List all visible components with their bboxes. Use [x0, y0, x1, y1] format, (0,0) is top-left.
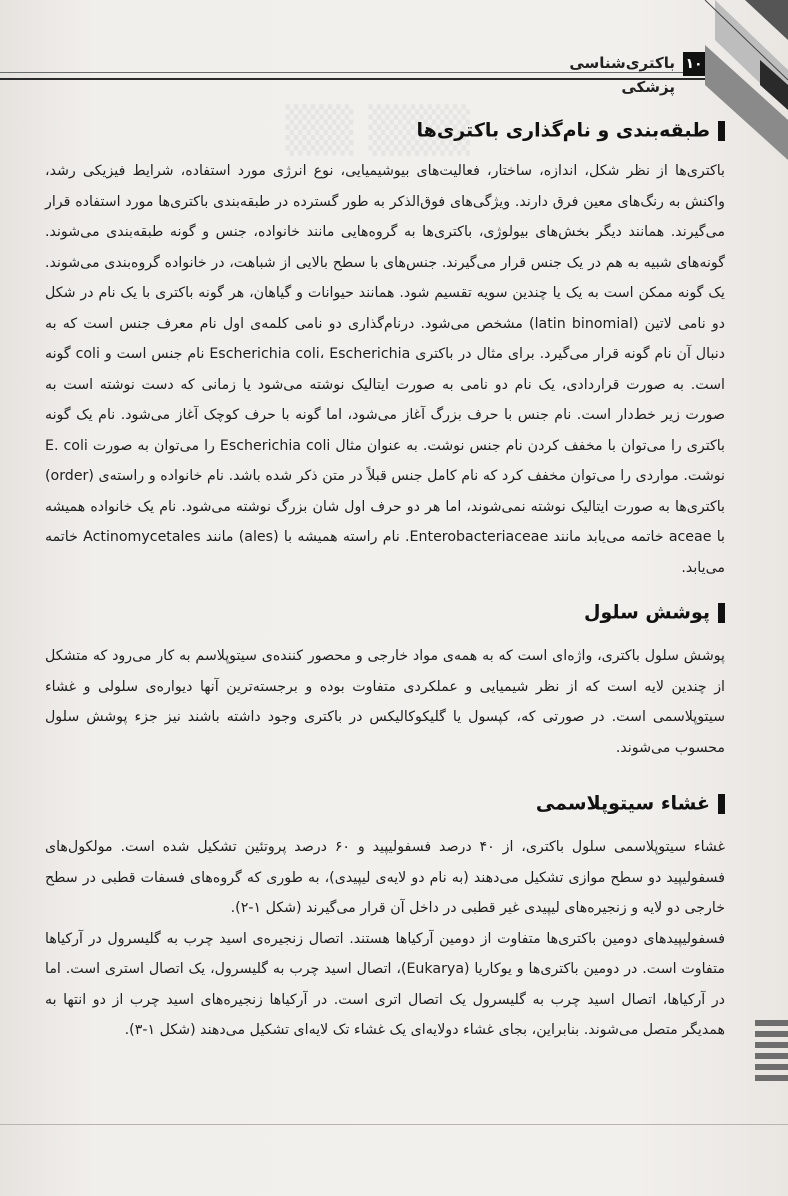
section-body-classification [45, 156, 725, 583]
heading-text: طبقه‌بندی و نام‌گذاری باکتری‌ها [416, 119, 710, 142]
heading-text: غشاء سیتوپلاسمی [535, 792, 710, 815]
heading-text: پوشش سلول [583, 601, 710, 624]
heading-bar-icon [718, 121, 725, 141]
paragraph: پوشش سلول باکتری، واژه‌ای است که به همه‌ی مواد خارجی و محصور کننده‌ی سیتوپلاسم به کار می‌رود که متشکل از چندین لایه است که از نظر شیمیایی و عملکردی متفاوت بوده و برجسته‌ترین آنها دیواره‌ی سلولی و غشاء سیتوپلاسمی است. در صورتی که، کپسول یا گلیکوکالیکس در باکتری وجود داشته باشند نیز جزء پوشش سلول محسوب می‌شوند. [45, 648, 725, 756]
section-body-cytoplasmic-membrane [45, 832, 725, 1046]
side-index-bars [755, 1020, 788, 1092]
svg-text:▒▒▒ ▒▒: ▒▒▒ ▒▒ [285, 105, 470, 156]
section-heading-cell-envelope [400, 598, 725, 626]
heading-bar-icon [718, 603, 725, 623]
section-heading-cytoplasmic-membrane [400, 789, 725, 817]
section-heading-classification [300, 116, 725, 144]
running-title: باکتری‌شناسی پزشکی [569, 54, 675, 96]
paragraph: باکتری‌ها از نظر شکل، اندازه، ساختار، فعالیت‌های بیوشیمیایی، نوع انرژی مورد استفاده، شرایط فیزیکی رشد، واکنش به رنگ‌های معین فرق دارند. ویژگی‌های فوق‌الذکر به طور گسترده در طبقه‌بندی باکتری‌ها مورد استفاده قرار می‌گیرند. همانند دیگر بخش‌های بیولوژی، باکتری‌ها به گروه‌هایی مانند خانواده، جنس و گونه طبقه‌بندی می‌شوند. گونه‌های شبیه به هم در یک جنس قرار می‌گیرند. جنس‌های با سطح بالایی از شباهت، در خانواده گروه‌بندی می‌شوند. یک گونه ممکن است به یک یا چندین سویه تقسیم شود. همانند حیوانات و گیاهان، هر گونه باکتری با یک نام در شکل دو نامی لاتین (latin binomial) مشخص می‌شود. درنام‌گذاری دو نامی کلمه‌ی اول نام معرف جنس است که به دنبال آن نام گونه قرار می‌گیرد. برای مثال در باکتری Escherichia coli، Escherichia نام جنس است و coli گونه است. به صورت قراردادی، یک نام دو نامی به صورت ایتالیک نوشته می‌شود یا زمانی که دست نوشته است به صورت زیر خط‌دار است. نام جنس با حرف بزرگ آغاز می‌شود، اما گونه با حرف کوچک آغاز می‌شود. نام یک گونه باکتری را می‌توان با مخفف کردن نام جنس نوشت. به عنوان مثال Escherichia coli را می‌توان به صورت E. coli نوشت. مواردی را می‌توان مخفف کرد که نام کامل جنس قبلاً در متن ذکر شده باشد. نام خانواده و راسته‌ی (order) باکتری‌ها به صورت ایتالیک نوشته نمی‌شوند، اما هر دو حرف اول شان بزرگ نوشته می‌شود. نام یک خانواده همیشه با aceae خاتمه می‌یابد مانند Enterobacteriaceae. نام راسته همیشه با (ales) مانند Actinomycetales خاتمه می‌یابد. [45, 163, 726, 576]
paragraph: فسفولیپیدهای دومین باکتری‌ها متفاوت از دومین آرکیاها هستند. اتصال زنجیره‌ی اسید چرب به گلیسرول در آرکیاها متفاوت است. در دومین باکتری‌ها و یوکاریا (Eukarya)، اتصال اسید چرب به گلیسرول، یک اتصال استری است. اما در آرکیاها، اتصال اسید چرب به گلیسرول یک اتصال اتری است. در آرکیاها زنجیره‌های اسید چرب از دو انتها به همدیگر متصل می‌شوند. بنابراین، بجای غشاء دولایه‌ای یک غشاء تک لایه‌ای تشکیل می‌دهند (شکل ۱-۳). [45, 930, 725, 1038]
heading-bar-icon [718, 794, 725, 814]
page-bottom-edge [0, 1124, 788, 1125]
section-body-cell-envelope [45, 641, 725, 763]
header-rule [0, 78, 705, 80]
paragraph: غشاء سیتوپلاسمی سلول باکتری، از ۴۰ درصد فسفولیپید و ۶۰ درصد پروتئین تشکیل شده است. مولکول‌های فسفولیپید دو سطح موازی تشکیل می‌دهند (به نام دو لایه‌ی لیپیدی)، به طوری که گروه‌های فسفات قطبی در سطح خارجی دو لایه و زنجیره‌های لیپیدی غیر قطبی در داخل آن قرار می‌گیرند (شکل ۱-۲). [45, 839, 725, 916]
page-number: ۱۰ [683, 52, 705, 76]
